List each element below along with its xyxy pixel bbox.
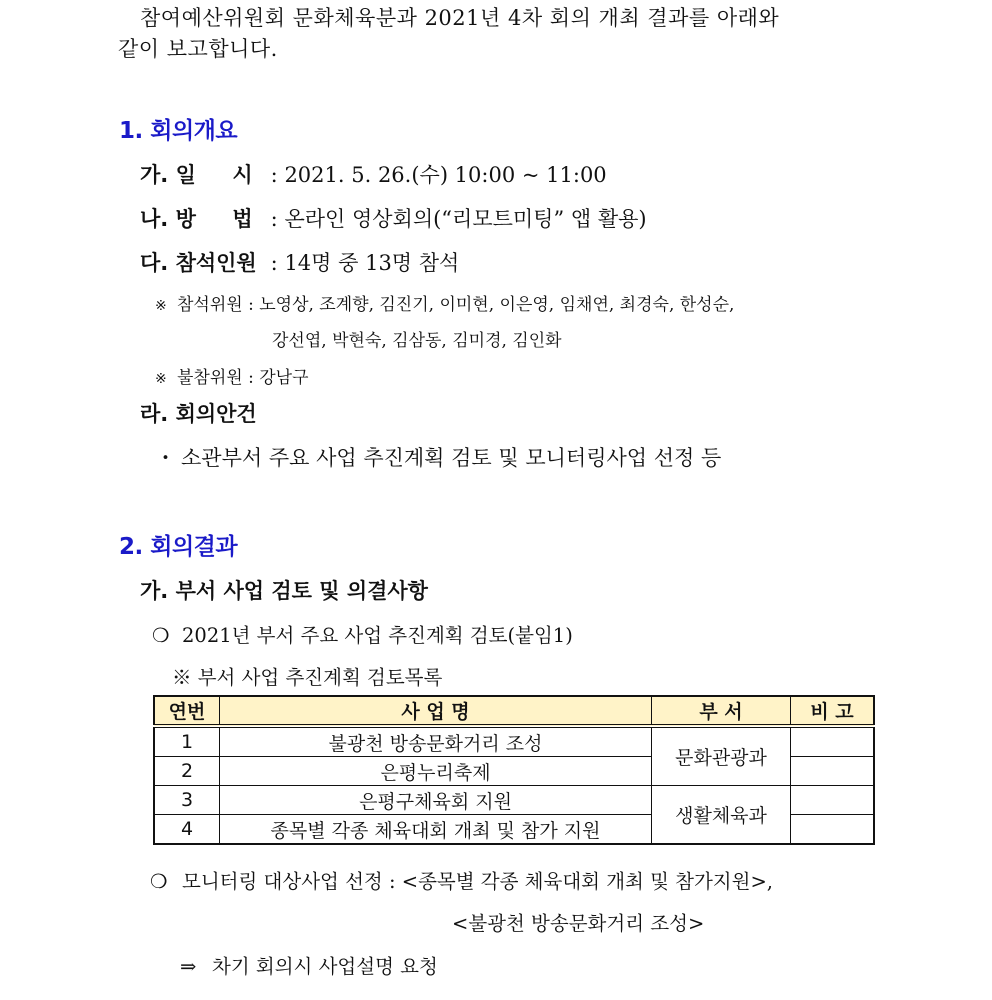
meeting-method-row: [140, 203, 647, 233]
meeting-method-value: 온라인 영상회의(“리모트미팅” 앱 활용): [284, 207, 647, 231]
table-header-row: [154, 696, 874, 726]
meeting-method-label: 나. 방 법: [140, 207, 253, 231]
meeting-date-value: 2021. 5. 26.(수) 10:00 ~ 11:00: [284, 163, 607, 187]
row-project: 불광천 방송문화거리 조성: [220, 726, 652, 757]
intro-line-2: 같이 보고합니다.: [118, 37, 278, 61]
project-review-table: [153, 695, 875, 845]
absentees-label: 불참위원 :: [177, 368, 260, 388]
row-dept: 문화관광과: [652, 726, 791, 786]
absentees-row: [155, 363, 309, 388]
attendees-list-line-1: 노영상, 조계향, 김진기, 이미현, 이은영, 임채연, 최경숙, 한성순,: [259, 295, 735, 315]
meeting-method-sep: :: [264, 207, 285, 231]
monitoring-text: 모니터링 대상사업 선정 : <종목별 각종 체육대회 개최 및 참가지원>,: [182, 870, 773, 893]
column-header-project: 사 업 명: [220, 696, 652, 726]
row-project: 종목별 각종 체육대회 개최 및 참가 지원: [220, 815, 652, 845]
circle-bullet-icon: ❍: [152, 624, 170, 647]
section-1-title: 1. 회의개요: [119, 118, 238, 144]
reference-mark-icon: ※: [155, 371, 167, 387]
intro-line-1: 참여예산위원회 문화체육분과 2021년 4차 회의 개최 결과를 아래와: [140, 6, 780, 30]
column-header-no: 연번: [154, 696, 220, 726]
column-header-dept: 부 서: [652, 696, 791, 726]
arrow-right-icon: ⇒: [180, 955, 197, 978]
attendance-label: 다. 참석인원: [140, 251, 257, 275]
agenda-item: [155, 442, 721, 472]
attendance-row: [140, 247, 459, 277]
section-2-subtitle: [140, 575, 428, 605]
row-note: [791, 786, 875, 815]
review-item: [152, 620, 573, 648]
meeting-date-sep: :: [264, 163, 285, 187]
row-project: 은평구체육회 지원: [220, 786, 652, 815]
review-item-text: 2021년 부서 주요 사업 추진계획 검토(붙임1): [182, 624, 573, 647]
attendees-list-line-2: 강선엽, 박현숙, 김삼동, 김미경, 김인화: [272, 331, 562, 351]
monitoring-line-2: <불광천 방송문화거리 조성>: [452, 912, 705, 935]
bullet-icon: ・: [155, 446, 176, 470]
row-note: [791, 726, 875, 757]
attendees-label: 참석위원 :: [177, 295, 260, 315]
agenda-label: 라. 회의안건: [140, 402, 257, 426]
monitoring-item: [150, 866, 773, 894]
circle-bullet-icon: ❍: [150, 870, 168, 893]
followup-item: [180, 951, 438, 979]
followup-text: 차기 회의시 사업설명 요청: [212, 955, 438, 978]
attendance-sep: :: [264, 251, 285, 275]
section-2-title: 2. 회의결과: [119, 534, 238, 560]
row-note: [791, 815, 875, 845]
reference-mark-icon: ※: [155, 298, 167, 314]
list-caption: ※ 부서 사업 추진계획 검토목록: [172, 666, 443, 689]
absentees-value: 강남구: [259, 368, 309, 388]
table-row: [154, 726, 874, 757]
row-no: 3: [154, 786, 220, 815]
row-no: 2: [154, 757, 220, 786]
row-no: 4: [154, 815, 220, 845]
agenda-item-text: 소관부서 주요 사업 추진계획 검토 및 모니터링사업 선정 등: [181, 446, 722, 470]
table-row: [154, 786, 874, 815]
column-header-note: 비 고: [791, 696, 875, 726]
meeting-date-label: 가. 일 시: [140, 163, 253, 187]
row-note: [791, 757, 875, 786]
row-no: 1: [154, 726, 220, 757]
attendees-row: [155, 290, 734, 315]
attendance-value: 14명 중 13명 참석: [284, 251, 460, 275]
row-project: 은평누리축제: [220, 757, 652, 786]
row-dept: 생활체육과: [652, 786, 791, 845]
review-subtitle: 가. 부서 사업 검토 및 의결사항: [140, 579, 428, 603]
meeting-date-row: [140, 159, 607, 189]
agenda-row: [140, 398, 257, 428]
